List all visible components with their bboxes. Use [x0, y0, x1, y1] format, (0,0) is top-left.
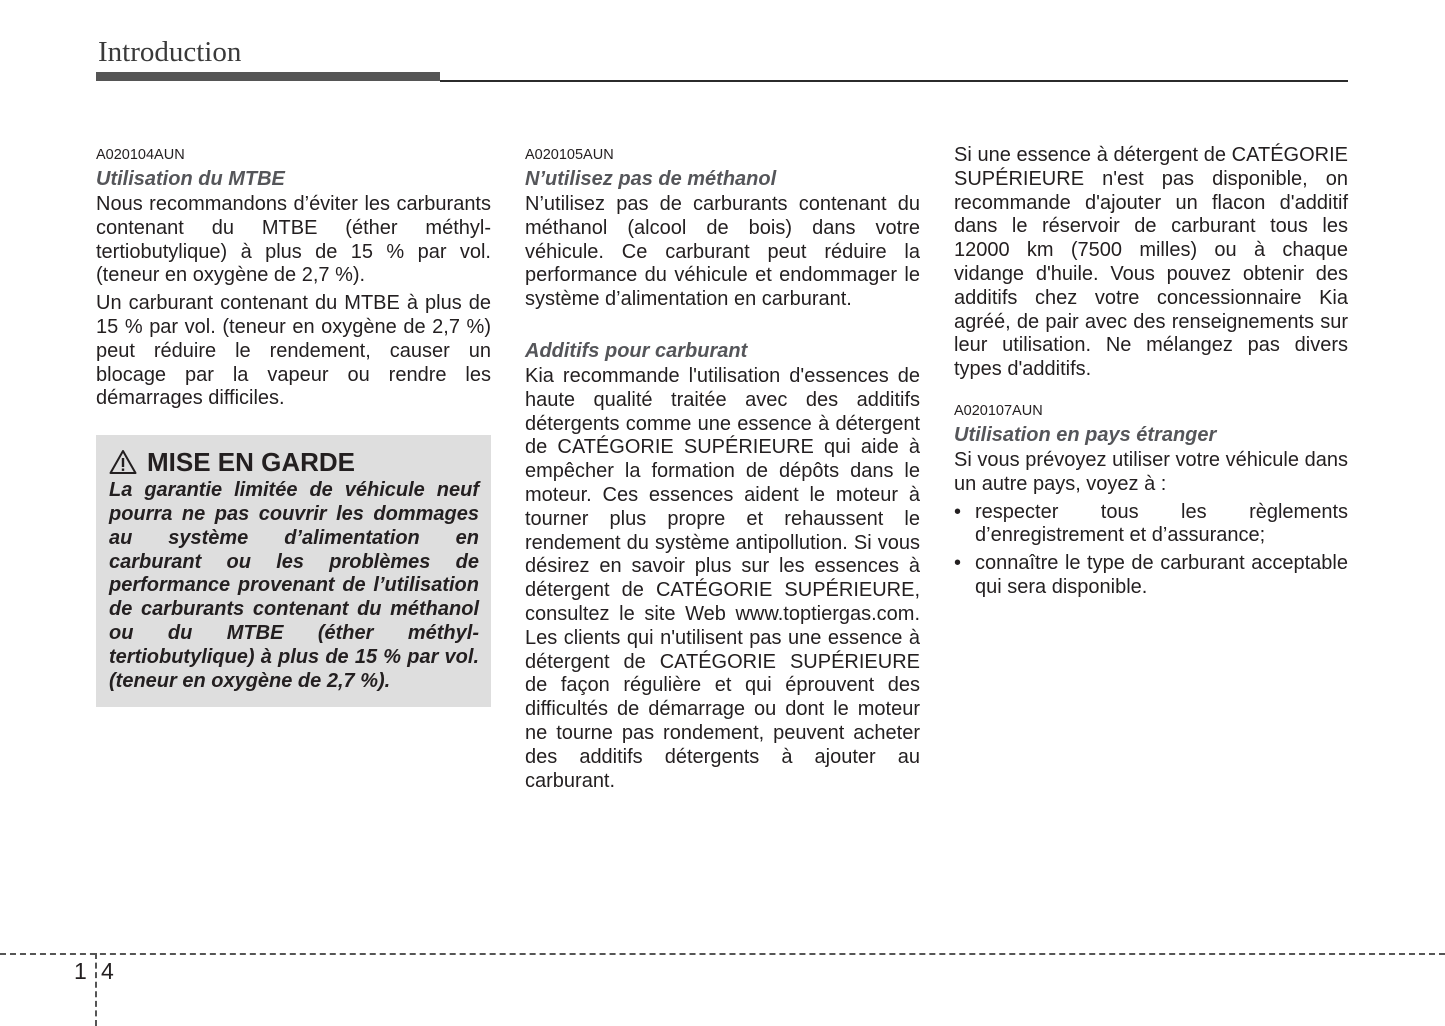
section-heading: Utilisation du MTBE [96, 168, 285, 190]
page-number: 4 [101, 958, 114, 984]
warning-text: La garantie limitée de véhicule neuf pourra ne pas couvrir les dommages au système d’alimentation en carburant ou les problèmes de performance provenant de l’utilisation de carburants contenant du méthanol ou du MTBE (éther méthyl-tertiobutylique) à plus de 15 % par vol. (teneur en oxygène de 2,7 %). [109, 479, 479, 692]
section-heading: N’utilisez pas de méthanol [525, 168, 777, 190]
warning-title: MISE EN GARDE [147, 447, 356, 478]
paragraph: Si une essence à détergent de CATÉGORIE SUPÉRIEURE n'est pas disponible, on recommande d'ajouter un flacon d'additif dans le réservoir de carburant tous les 12000 km (7500 milles) ou à chaque vidange d'huile. Vous pouvez obtenir des additifs chez votre concessionnaire Kia agréé, de pair avec des renseignements sur leur utilisation. Ne mélangez pas divers types d'additifs. [954, 144, 1348, 381]
section-code: A020104AUN [96, 147, 185, 163]
bullet-list [954, 501, 1348, 600]
section-number: 1 [74, 958, 87, 984]
warning-triangle-icon [109, 449, 137, 475]
section-code: A020107AUN [954, 402, 1043, 419]
footer-dashed-rule [0, 953, 1445, 955]
paragraph: Un carburant contenant du MTBE à plus de 15 % par vol. (teneur en oxygène de 2,7 %) peut réduire le rendement, causer un blocage par la vapeur ou rendre les démarrages difficiles. [96, 292, 491, 410]
spacer [954, 386, 1348, 402]
spacer [525, 316, 920, 336]
section-heading: Additifs pour carburant [525, 339, 748, 362]
section-heading: Utilisation en pays étranger [954, 423, 1217, 446]
warning-title-row [109, 447, 479, 477]
paragraph: Si vous prévoyez utiliser votre véhicule dans un autre pays, voyez à : [954, 448, 1348, 495]
page-header-title: Introduction [98, 36, 242, 68]
section-code: A020105AUN [525, 147, 614, 163]
column-2 [525, 146, 920, 797]
paragraph: Kia recommande l'utilisation d'essences de haute qualité traitée avec des additifs détergents comme une essence à détergent de CATÉGORIE SUPÉRIEURE qui aide à empêcher la formation de dépôts dans le moteur. Ces essences aident le moteur à tourner plus propre et rehaussent le rendement du système antipollution. Si vous désirez en savoir plus sur les essences à détergent de CATÉGORIE SUPÉRIEURE, consultez le site Web www.toptiergas.com. Les clients qui n'utilisent pas une essence à détergent de CATÉGORIE SUPÉRIEURE de façon régulière et qui éprouvent des difficultés de démarrage ou dont le moteur ne tourne pas rondement, peuvent acheter des additifs détergents à ajouter au carburant. [525, 364, 920, 792]
column-1 [96, 146, 491, 707]
paragraph: N’utilisez pas de carburants contenant du méthanol (alcool de bois) dans votre véhicule. Ce carburant peut réduire la performance du véhicule et endommager le système d’alimentation en carburant. [525, 193, 920, 311]
header-rule-thick [96, 72, 440, 81]
list-item: • respecter tous les règlements d’enregistrement et d’assurance; [954, 501, 1348, 549]
list-item: • connaître le type de carburant acceptable qui sera disponible. [954, 552, 1348, 600]
column-3 [954, 144, 1348, 604]
footer-dashed-divider [95, 953, 97, 1026]
header-rule-thin [440, 80, 1348, 82]
warning-box [96, 435, 491, 707]
paragraph: Nous recommandons d’éviter les carburants contenant du MTBE (éther méthyl-tertiobutylique) à plus de 15 % par vol. (teneur en oxygène de 2,7 %). [96, 193, 491, 287]
